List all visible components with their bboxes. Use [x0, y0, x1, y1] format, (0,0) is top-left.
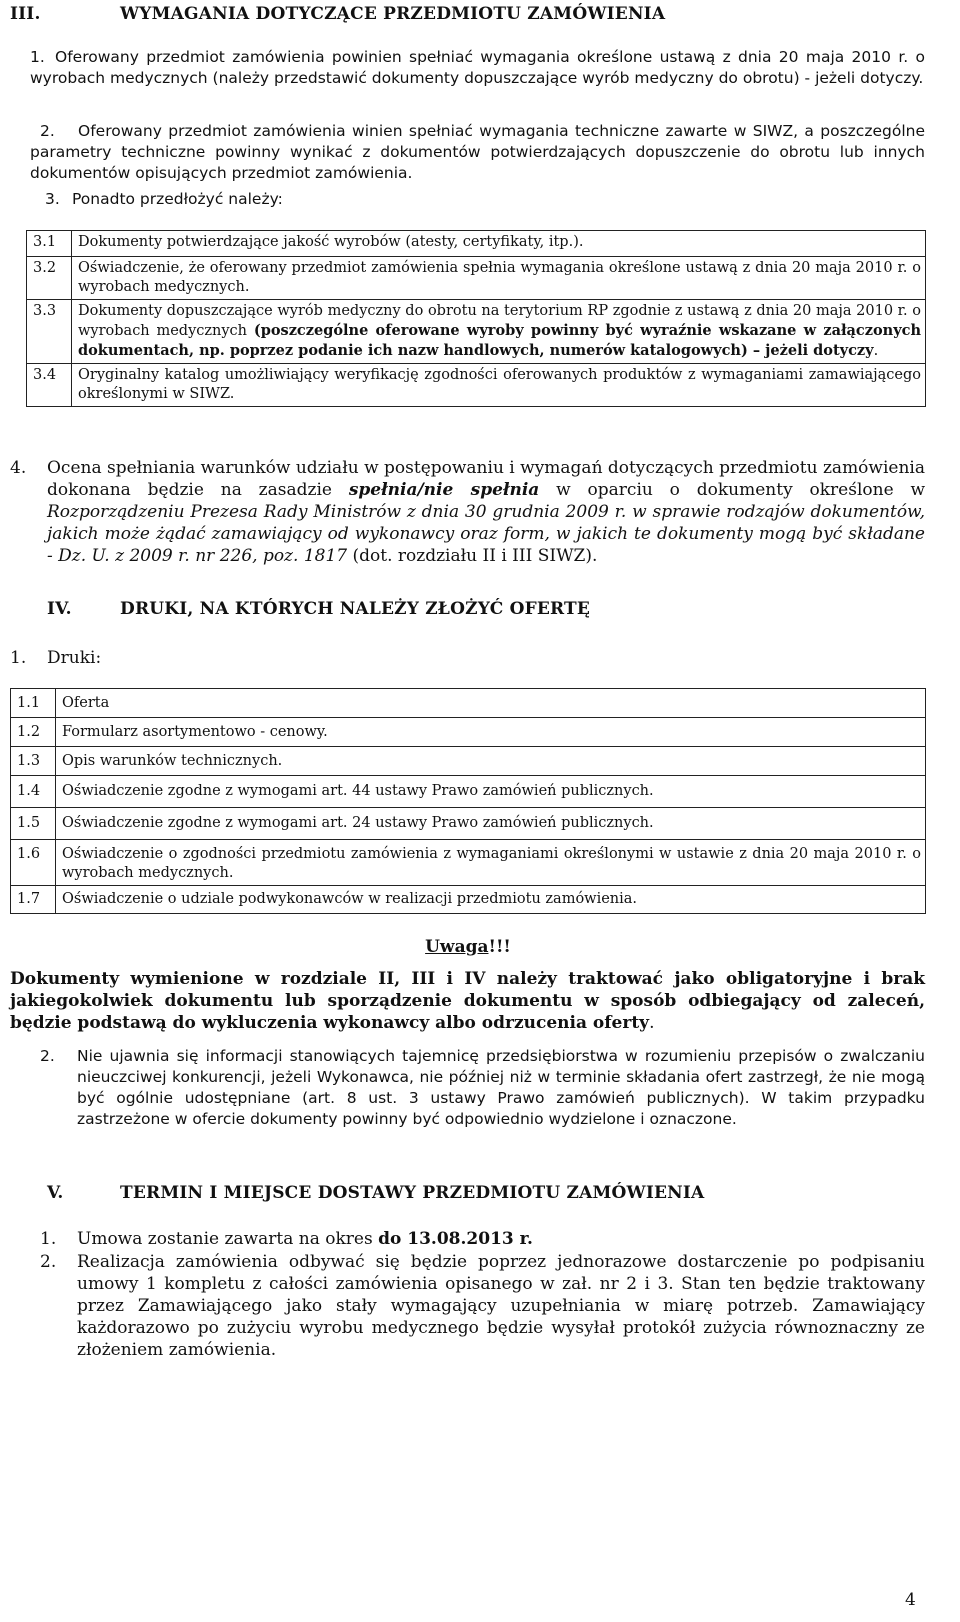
table-cell-text-part: Dokumenty dopuszczające wyrób medyczny do obrotu na terytorium RP zgodnie z ustawą z dnia 20 maja 2010 r. o wyrobach medycznych — [78, 303, 921, 339]
table-cell-text: Oświadczenie o zgodności przedmiotu zamówienia z wymaganiami określonymi w ustawie z dnia 20 maja 2010 r. o wyrobach medycznych. — [56, 840, 926, 886]
section-3-p4-part-e: (dot. rozdziału II i III SIWZ). — [352, 546, 598, 566]
table-cell-number: 3.1 — [27, 231, 72, 257]
table-cell-number: 1.1 — [11, 689, 56, 718]
section-3-title: WYMAGANIA DOTYCZĄCE PRZEDMIOTU ZAMÓWIENIA — [120, 4, 666, 24]
table-cell-text: Oferta — [56, 689, 926, 718]
section-5-number: V. — [47, 1183, 64, 1203]
warning-heading — [0, 936, 936, 958]
table-row — [11, 689, 926, 718]
page-number: 4 — [905, 1590, 916, 1610]
table-cell-text: Opis warunków technicznych. — [56, 747, 926, 776]
section-5-title: TERMIN I MIEJSCE DOSTAWY PRZEDMIOTU ZAMÓWIENIA — [120, 1183, 705, 1203]
table-cell-number: 1.5 — [11, 808, 56, 840]
section-5-p1-part-b: do 13.08.2013 r. — [378, 1229, 533, 1249]
section-3-p4-part-c: w oparciu o dokumenty określone w — [556, 480, 926, 500]
section-5-p2-number: 2. — [40, 1252, 57, 1272]
table-cell-text: Oświadczenie zgodne z wymogami art. 24 ustawy Prawo zamówień publicznych. — [56, 808, 926, 840]
table-row — [11, 840, 926, 886]
section-4-title: DRUKI, NA KTÓRYCH NALEŻY ZŁOŻYĆ OFERTĘ — [120, 599, 591, 619]
section-3-number: III. — [10, 4, 41, 24]
table-cell-number: 3.2 — [27, 257, 72, 300]
table-row — [11, 886, 926, 914]
table-row — [27, 364, 926, 407]
section-3-p1-text: Oferowany przedmiot zamówienia powinien spełniać wymagania określone ustawą z dnia 20 maja 2010 r. o wyrobach medycznych (należy przedstawić dokumenty dopuszczające wyrób medyczny do obrotu) - jeżeli dotyczy. — [30, 48, 925, 87]
table-cell-number: 3.3 — [27, 300, 72, 364]
table-cell-number: 3.4 — [27, 364, 72, 407]
table-cell-text: Oświadczenie, że oferowany przedmiot zamówienia spełnia wymagania określone ustawą z dnia 20 maja 2010 r. o wyrobach medycznych. — [72, 257, 926, 300]
section-3-p3-text: Ponadto przedłożyć należy: — [72, 190, 283, 208]
section-4-forms-table — [10, 688, 926, 914]
table-cell-number: 1.6 — [11, 840, 56, 886]
section-4-sub-label: Druki: — [47, 648, 102, 668]
warning-text-bold: Dokumenty wymienione w rozdziale II, III i IV należy traktować jako obligatoryjne i brak jakiegokolwiek dokumentu lub sporządzenie dokumentu w sposób odbiegający od zaleceń, będzie podstawą do wykluczenia wykonawcy albo odrzucenia oferty — [10, 969, 925, 1033]
table-row — [27, 257, 926, 300]
table-row — [11, 747, 926, 776]
section-4-sub-number: 1. — [10, 648, 27, 668]
section-5-p1-text — [77, 1228, 533, 1250]
table-cell-number: 1.7 — [11, 886, 56, 914]
table-cell-text — [72, 300, 926, 364]
section-3-p4-text — [47, 457, 925, 567]
warning-text — [10, 968, 925, 1034]
table-cell-number: 1.2 — [11, 718, 56, 747]
table-row — [11, 718, 926, 747]
table-row — [27, 231, 926, 257]
section-5-p1-number: 1. — [40, 1229, 57, 1249]
section-3-p1-number: 1. — [30, 48, 45, 66]
section-3-p4-part-d: Rozporządzeniu Prezesa Rady Ministrów z dnia 30 grudnia 2009 r. w sprawie rodzajów dokumentów, jakich może żądać zamawiający od wykonawcy oraz form, w jakich te dokumenty mogą być składane - Dz. U. z 2009 r. nr 226, poz. 1817 — [47, 502, 925, 566]
table-cell-text: Dokumenty potwierdzające jakość wyrobów (atesty, certyfikaty, itp.). — [72, 231, 926, 257]
table-cell-number: 1.4 — [11, 776, 56, 808]
section-3-p2 — [30, 121, 925, 184]
warning-exclamation: !!! — [488, 937, 511, 957]
section-5-p2-text: Realizacja zamówienia odbywać się będzie poprzez jednorazowe dostarczenie po podpisaniu umowy 1 kompletu z całości zamówienia opisanego w zał. nr 2 i 3. Stan ten będzie traktowany przez Zamawiającego jako stały wymagający uzupełniania w miarę potrzeb. Zamawiający każdorazowo po zużyciu wyrobu medycznego będzie wysyłał protokół zużycia równoznaczny ze złożeniem zamówienia. — [77, 1252, 925, 1360]
section-4-p2-number: 2. — [40, 1047, 55, 1065]
section-3-p3-number: 3. — [45, 190, 60, 208]
table-row — [27, 300, 926, 364]
section-3-p2-text: Oferowany przedmiot zamówienia winien spełniać wymagania techniczne zawarte w SIWZ, a poszczególne parametry techniczne powinny wynikać z dokumentów potwierdzających dopuszczenie do obrotu lub innych dokumentów opisujących przedmiot zamówienia. — [30, 122, 925, 182]
table-cell-text: Oświadczenie o udziale podwykonawców w realizacji przedmiotu zamówienia. — [56, 886, 926, 914]
section-3-p4-number: 4. — [10, 458, 27, 478]
table-cell-text: Oświadczenie zgodne z wymogami art. 44 ustawy Prawo zamówień publicznych. — [56, 776, 926, 808]
table-cell-number: 1.3 — [11, 747, 56, 776]
section-3-requirements-table — [26, 230, 926, 407]
warning-text-end: . — [649, 1013, 655, 1033]
warning-title: Uwaga — [425, 937, 489, 957]
section-3-p4-part-b: spełnia/nie spełnia — [348, 480, 540, 500]
section-3-p2-number: 2. — [40, 122, 55, 140]
table-cell-bold-part: (poszczególne oferowane wyroby powinny być wyraźnie wskazane w załączonych dokumentach, np. poprzez podanie ich nazw handlowych, numerów katalogowych) – jeżeli dotyczy — [78, 322, 922, 359]
section-3-p4-part-a: Ocena spełniania warunków udziału w postępowaniu i wymagań dotyczących przedmiotu zamówienia dokonana będzie na zasadzie — [47, 458, 925, 500]
section-5-p1-part-a: Umowa zostanie zawarta na okres — [77, 1229, 373, 1249]
table-row — [11, 776, 926, 808]
table-row — [11, 808, 926, 840]
section-4-p2-text: Nie ujawnia się informacji stanowiących tajemnicę przedsiębiorstwa w rozumieniu przepisów o zwalczaniu nieuczciwej konkurencji, jeżeli Wykonawca, nie później niż w terminie składania ofert zastrzegł, że nie mogą być ogólnie udostępniane (art. 8 ust. 3 ustawy Prawo zamówień publicznych). W takim przypadku zastrzeżone w ofercie dokumenty powinny być odpowiednio wydzielone i oznaczone. — [77, 1047, 925, 1128]
table-cell-text: Formularz asortymentowo - cenowy. — [56, 718, 926, 747]
table-cell-text: Oryginalny katalog umożliwiający weryfikację zgodności oferowanych produktów z wymaganiami zamawiającego określonymi w SIWZ. — [72, 364, 926, 407]
section-4-number: IV. — [47, 599, 72, 619]
table-cell-text-end: . — [873, 343, 879, 359]
